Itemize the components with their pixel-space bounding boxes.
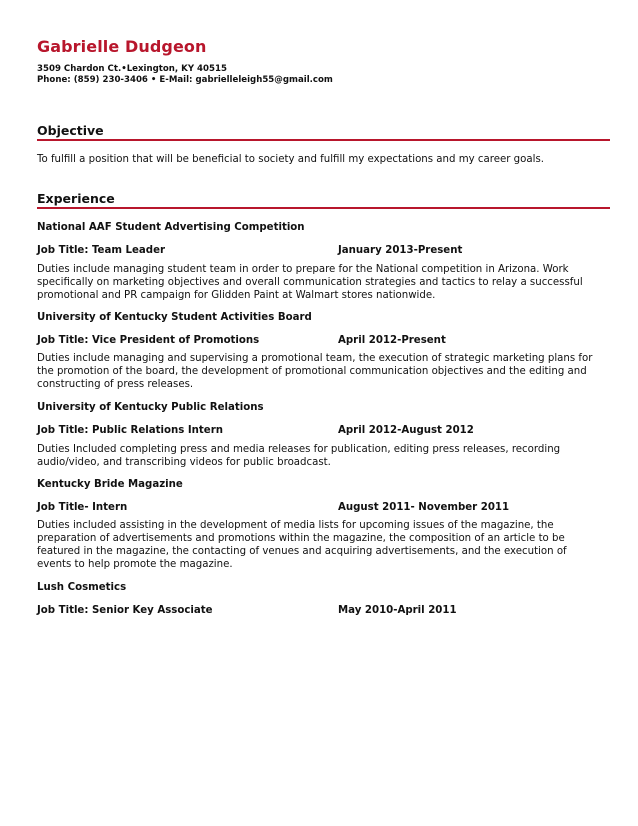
job-duties: Duties include managing student team in order to prepare for the National competition in Arizona. Work specifically on marketing objectives and overall communication strategies and tactics to relay a successful promotional and PR campaign for Glidden Paint at Walmart stores nationwide. xyxy=(37,264,583,301)
job-dates: April 2012-August 2012 xyxy=(338,425,474,436)
employer-name: National AAF Student Advertising Competition xyxy=(37,222,305,233)
objective-divider xyxy=(37,139,610,141)
job-dates: April 2012-Present xyxy=(338,335,446,346)
job-title: Job Title: Senior Key Associate xyxy=(37,605,213,616)
job-title: Job Title- Intern xyxy=(37,502,128,513)
objective-heading: Objective xyxy=(37,123,104,138)
job-title: Job Title: Team Leader xyxy=(37,245,166,256)
employer-name: Lush Cosmetics xyxy=(37,582,127,593)
job-title: Job Title: Vice President of Promotions xyxy=(37,335,260,346)
experience-divider xyxy=(37,207,610,209)
job-dates: May 2010-April 2011 xyxy=(338,605,457,616)
job-duties: Duties include managing and supervising a promotional team, the execution of strategic marketing plans for the promotion of the board, the development of promotional communication objectives and the editing and constructing of press releases. xyxy=(37,353,593,390)
employer-name: University of Kentucky Student Activities Board xyxy=(37,312,312,323)
job-duties: Duties Included completing press and media releases for publication, editing press releases, recording audio/video, and transcribing videos for public broadcast. xyxy=(37,444,561,468)
employer-name: University of Kentucky Public Relations xyxy=(37,402,264,413)
candidate-name: Gabrielle Dudgeon xyxy=(37,37,207,56)
employer-name: Kentucky Bride Magazine xyxy=(37,479,183,490)
address-line: 3509 Chardon Ct.•Lexington, KY 40515 xyxy=(37,64,227,74)
job-duties: Duties included assisting in the development of media lists for upcoming issues of the magazine, the preparation of advertisements and promotions within the magazine, the composition of an article to be featured in the magazine, the contacting of venues and acquiring advertisements, and the execution of events to help promote the magazine. xyxy=(37,520,567,570)
job-dates: August 2011- November 2011 xyxy=(338,502,510,513)
objective-text: To fulfill a position that will be beneficial to society and fulfill my expectations and my career goals. xyxy=(37,154,544,165)
experience-heading: Experience xyxy=(37,191,115,206)
phone-email-line: Phone: (859) 230-3406 • E-Mail: gabrielleleigh55@gmail.com xyxy=(37,75,333,85)
job-title: Job Title: Public Relations Intern xyxy=(37,425,223,436)
job-dates: January 2013-Present xyxy=(338,245,463,256)
